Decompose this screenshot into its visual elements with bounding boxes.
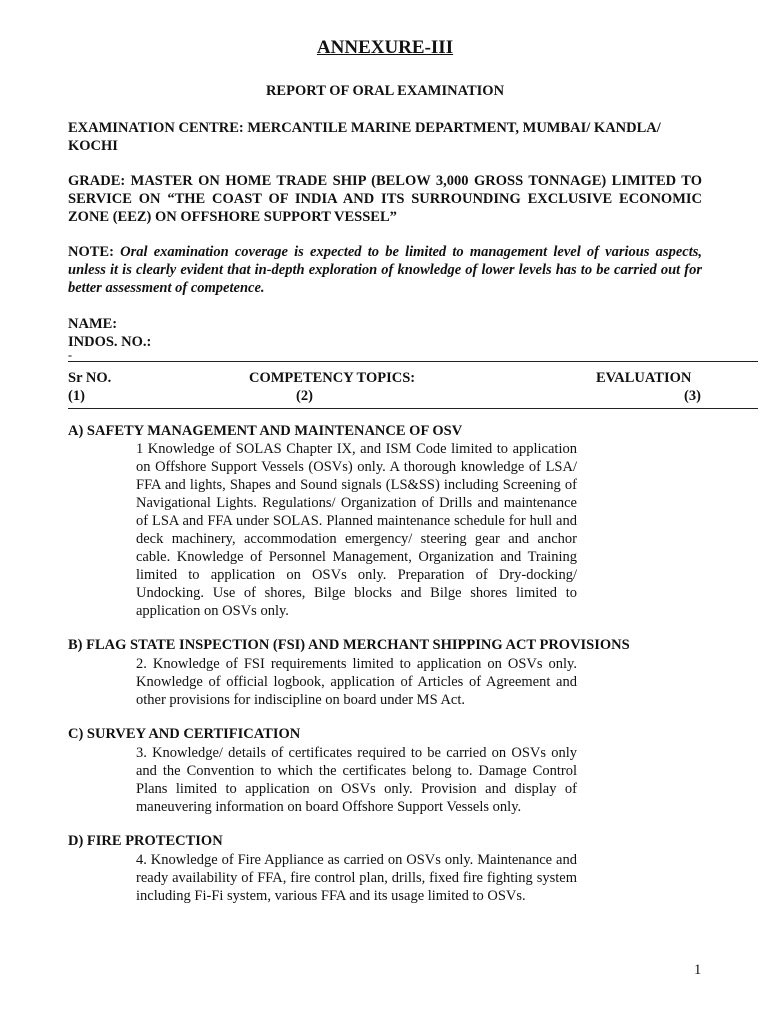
grade-line: GRADE: MASTER ON HOME TRADE SHIP (BELOW 3,000 GROSS TONNAGE) LIMITED TO SERVICE ON “THE COAST OF INDIA AND ITS SURROUNDING EXCLUSIVE ECONOMIC ZONE (EEZ) ON OFFSHORE SUPPORT VESSEL” — [68, 173, 702, 225]
table-top-rule — [68, 361, 758, 362]
table-header-bottom-rule — [68, 408, 758, 409]
section-b-heading: B) FLAG STATE INSPECTION (FSI) AND MERCHANT SHIPPING ACT PROVISIONS — [68, 637, 630, 653]
note-text: Oral examination coverage is expected to be limited to management level of various aspects, unless it is clearly evident that in-depth exploration of knowledge of lower levels has to be carried out for better assessment of competence. — [68, 244, 702, 296]
section-d-text: 4. Knowledge of Fire Appliance as carried on OSVs only. Maintenance and ready availability of FFA, fire control plan, drills, fixed fire fighting system including Fi-Fi system, various FFA and its usage limited to OSVs. — [136, 852, 577, 904]
section-b-text: 2. Knowledge of FSI requirements limited to application on OSVs only. Knowledge of official logbook, application of Articles of Agreement and other provisions for indiscipline on board under MS Act. — [136, 656, 577, 708]
name-label: NAME: — [68, 316, 118, 332]
section-a-heading: A) SAFETY MANAGEMENT AND MAINTENANCE OF OSV — [68, 423, 463, 439]
header-col2-number: (2) — [296, 388, 313, 404]
header-col1-number: (1) — [68, 388, 85, 404]
header-col3-number: (3) — [684, 388, 701, 404]
indos-label: INDOS. NO.: — [68, 334, 152, 350]
report-title: REPORT OF ORAL EXAMINATION — [265, 83, 505, 99]
note-paragraph — [68, 243, 702, 297]
note-label: NOTE: — [68, 244, 114, 260]
examination-centre: EXAMINATION CENTRE: MERCANTILE MARINE DEPARTMENT, MUMBAI/ KANDLA/ KOCHI — [68, 120, 661, 154]
header-evaluation: EVALUATION — [596, 370, 692, 386]
section-a-text: 1 Knowledge of SOLAS Chapter IX, and ISM Code limited to application on Offshore Support Vessels (OSVs) only. A thorough knowledge of LSA/ FFA and lights, Shapes and Sound signals (LS&SS) including Screening of Navigational Lights. Regulations/ Organization of Drills and maintenance of LSA and FFA under SOLAS. Planned maintenance schedule for hull and deck machinery, accommodation emergency/ steering gear and anchor cable. Knowledge of Personnel Management, Organization and Training limited to application on OSVs only. Preparation of Dry-docking/ Undocking. Use of shores, Bilge blocks and Bilge shores limited to application on OSVs only. — [136, 441, 577, 619]
section-c-text: 3. Knowledge/ details of certificates required to be carried on OSVs only and the Convention to which the certificates belong to. Damage Control Plans limited to application on OSVs only. Provision and display of maneuvering information on board Offshore Support Vessels only. — [136, 745, 577, 815]
page-number: 1 — [694, 962, 702, 978]
annexure-title: ANNEXURE-III — [316, 37, 454, 58]
section-d-heading: D) FIRE PROTECTION — [68, 833, 223, 849]
dash-mark: - — [68, 348, 72, 362]
header-competency: COMPETENCY TOPICS: — [249, 370, 416, 386]
section-c-heading: C) SURVEY AND CERTIFICATION — [68, 726, 301, 742]
header-sr-no: Sr NO. — [68, 370, 112, 386]
